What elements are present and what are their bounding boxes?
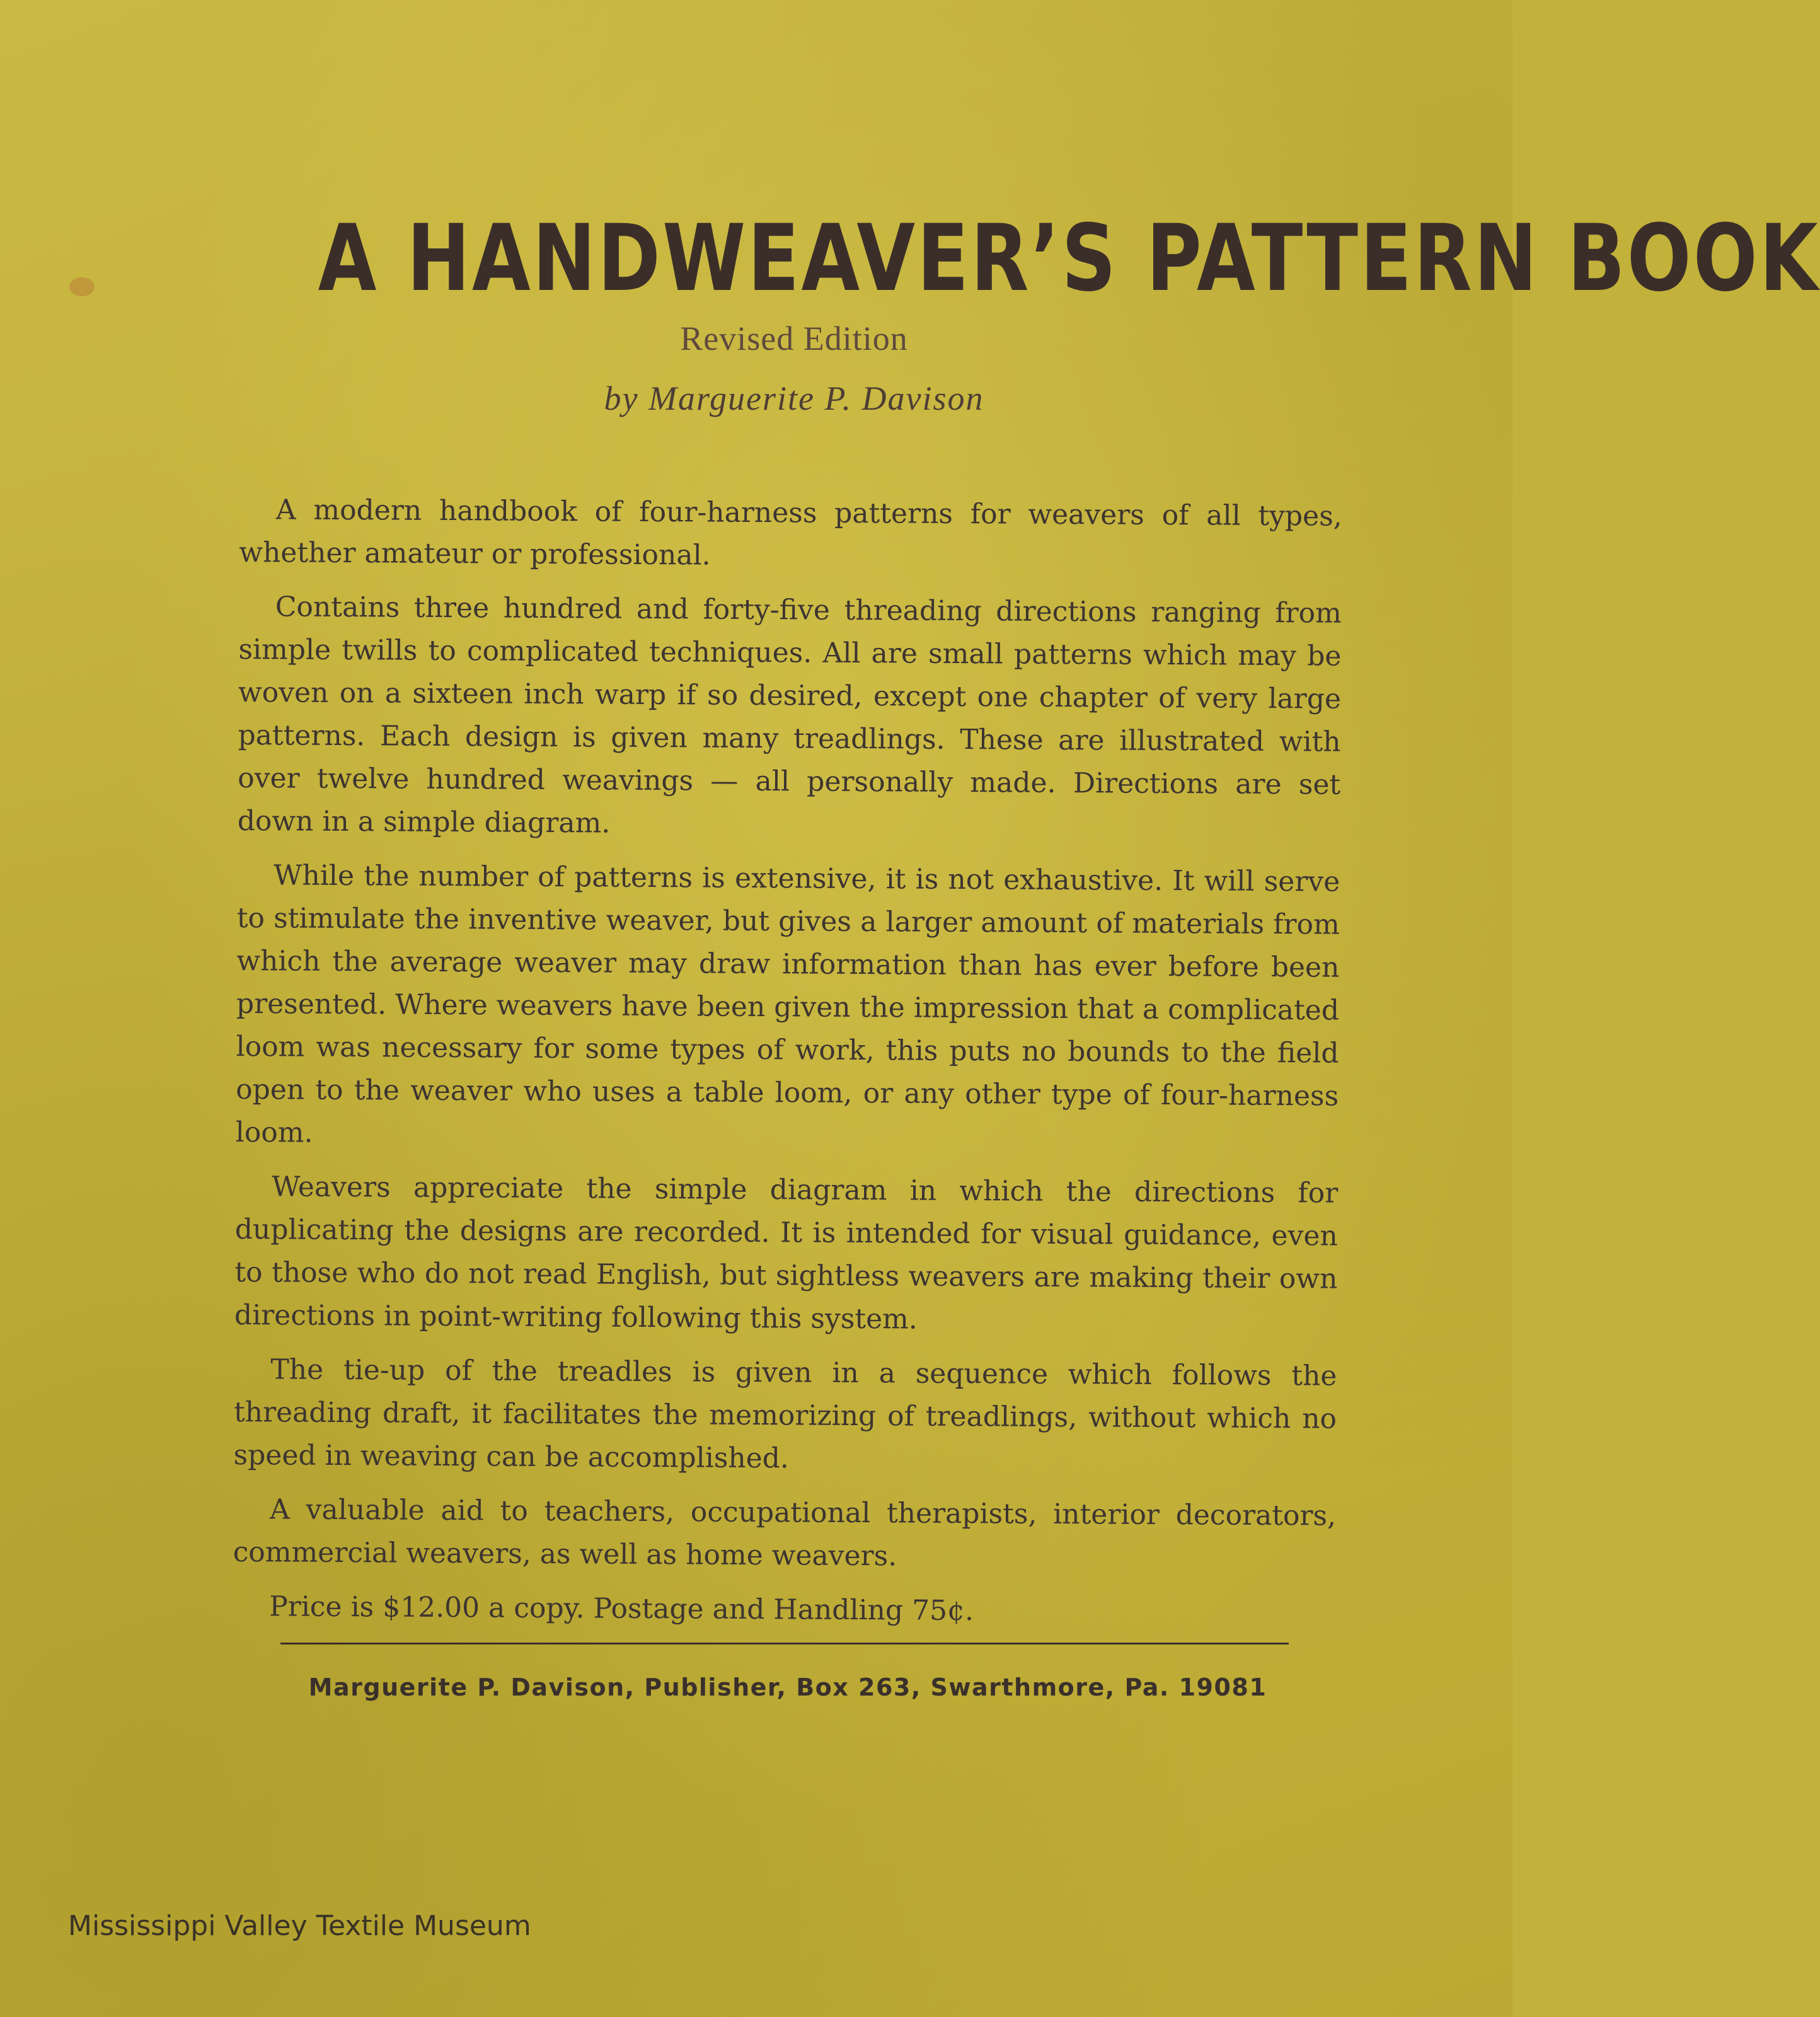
paragraph-tie-up: The tie-up of the treadles is given in a sequence which follows the threading draft, it facilitates the memorizing of treadlings, without which no speed in weaving can be accomplished. (233, 1353, 1337, 1475)
paragraph-intro: A modern handbook of four-harness patterns for weavers of all types, whether amateur or professional. (239, 494, 1342, 572)
paragraph-diagram: Weavers appreciate the simple diagram in which the directions for duplicating the designs are recorded. It is intended for visual guidance, even to those who do not read English, but sightless weavers are making their own directions in point-writing following this system. (234, 1170, 1339, 1336)
paragraph-audience: A valuable aid to teachers, occupational therapists, interior decorators, commercial weavers, as well as home weavers. (233, 1493, 1337, 1573)
book-title: A HANDWEAVER’S PATTERN BOOK (318, 205, 1820, 312)
price-line: Price is $12.00 a copy. Postage and Handling 75¢. (269, 1590, 974, 1627)
publisher-address: Marguerite P. Davison, Publisher, Box 263, Swarthmore, Pa. 19081 (308, 1673, 1267, 1701)
divider-rule (280, 1643, 1289, 1644)
edition-label: Revised Edition (680, 320, 908, 357)
author-byline: by Marguerite P. Davison (604, 379, 984, 417)
description-body (233, 488, 1342, 1646)
paragraph-scope: While the number of patterns is extensive, it is not exhaustive. It will serve to stimulate the inventive weaver, but gives a larger amount of materials from which the average weaver may draw information than has ever before been presented. Where weavers have been given the impression that a complicated loom was necessary for some types of work, this puts no bounds to the field open to the weaver who uses a table loom, or any other type of four-harness loom. (235, 859, 1340, 1149)
paragraph-contents: Contains three hundred and forty-five threading directions ranging from simple twills to complicated techniques. All are small patterns which may be woven on a sixteen inch warp if so desired, except one chapter of very large patterns. Each design is given many treadlings. These are illustrated with over twelve hundred weavings — all personally made. Directions are set down in a simple diagram. (237, 591, 1342, 840)
museum-watermark: Mississippi Valley Textile Museum (68, 1910, 531, 1942)
stain-mark (69, 277, 95, 296)
